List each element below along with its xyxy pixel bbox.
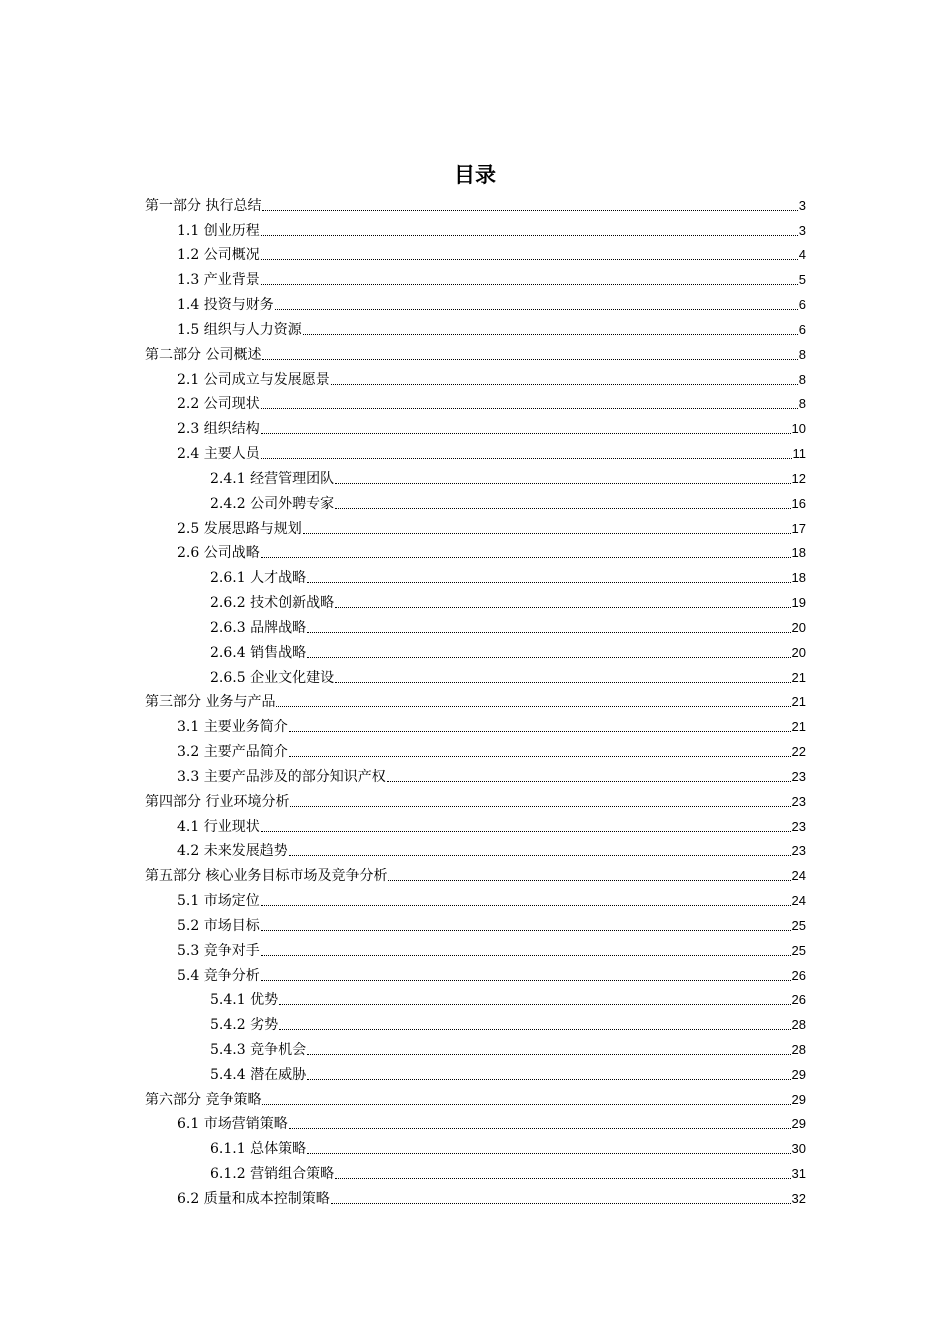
toc-entry-label: 第三部分 业务与产品	[145, 694, 276, 711]
toc-entry-label: 第二部分 公司概述	[145, 346, 262, 363]
toc-entry[interactable]	[145, 687, 806, 712]
toc-entry-label: 5.2 市场目标	[177, 917, 260, 934]
dot-leader	[276, 706, 790, 707]
toc-entry[interactable]	[145, 786, 806, 811]
dot-leader	[279, 1029, 790, 1030]
toc-entry-page-number: 4	[798, 247, 806, 263]
toc-entry[interactable]	[145, 389, 806, 414]
toc-entry-label: 6.1 市场营销策略	[177, 1116, 288, 1133]
toc-entry-label: 5.4.1 优势	[210, 992, 279, 1009]
toc-entry-page-number: 6	[798, 321, 806, 337]
dot-leader	[261, 557, 791, 558]
toc-entry-label: 6.1.1 总体策略	[210, 1141, 307, 1158]
toc-entry-label: 第四部分 行业环境分析	[145, 793, 290, 810]
toc-entry-page-number: 8	[798, 396, 806, 412]
toc-entry[interactable]	[145, 413, 806, 438]
toc-entry-page-number: 3	[798, 197, 806, 213]
dot-leader	[289, 756, 791, 757]
toc-entry-label: 第一部分 执行总结	[145, 197, 262, 214]
dot-leader	[307, 1153, 790, 1154]
toc-entry-label: 1.3 产业背景	[177, 272, 260, 289]
toc-entry-page-number: 28	[791, 1017, 806, 1033]
dot-leader	[335, 483, 790, 484]
toc-entry[interactable]	[145, 463, 806, 488]
toc-entry[interactable]	[145, 860, 806, 885]
toc-entry[interactable]	[145, 985, 806, 1010]
toc-title: 目录	[454, 163, 496, 187]
toc-entry-page-number: 8	[798, 346, 806, 362]
toc-entry[interactable]	[145, 587, 806, 612]
toc-entry-label: 2.6.5 企业文化建设	[210, 669, 335, 686]
dot-leader	[387, 781, 791, 782]
dot-leader	[261, 930, 791, 931]
toc-entry-label: 6.2 质量和成本控制策略	[177, 1190, 330, 1207]
toc-entry-page-number: 22	[791, 744, 806, 760]
toc-entry-label: 5.1 市场定位	[177, 893, 260, 910]
toc-entry-page-number: 32	[791, 1190, 806, 1206]
dot-leader	[289, 855, 791, 856]
toc-entry-page-number: 29	[791, 1091, 806, 1107]
toc-entry-page-number: 19	[791, 595, 806, 611]
toc-entry-page-number: 23	[791, 843, 806, 859]
toc-entry-page-number: 3	[798, 222, 806, 238]
dot-leader	[303, 334, 798, 335]
toc-entry[interactable]	[145, 761, 806, 786]
toc-entry-label: 2.5 发展思路与规划	[177, 520, 302, 537]
toc-entry[interactable]	[145, 240, 806, 265]
dot-leader	[331, 1203, 791, 1204]
toc-entry[interactable]	[145, 1059, 806, 1084]
toc-entry[interactable]	[145, 1109, 806, 1134]
toc-entry-label: 5.4 竞争分析	[177, 967, 260, 984]
dot-leader	[388, 880, 790, 881]
dot-leader	[261, 955, 791, 956]
dot-leader	[303, 533, 791, 534]
toc-entry[interactable]	[145, 488, 806, 513]
toc-entry-label: 第五部分 核心业务目标市场及竞争分析	[145, 868, 388, 885]
toc-entry-label: 3.3 主要产品涉及的部分知识产权	[177, 768, 386, 785]
toc-entry[interactable]	[145, 438, 806, 463]
toc-entry[interactable]	[145, 264, 806, 289]
dot-leader	[261, 408, 798, 409]
dot-leader	[261, 284, 798, 285]
dot-leader	[289, 731, 791, 732]
toc-entry-label: 2.4 主要人员	[177, 446, 260, 463]
toc-entry-page-number: 26	[791, 992, 806, 1008]
toc-entry[interactable]	[145, 736, 806, 761]
toc-entry-label: 6.1.2 营销组合策略	[210, 1166, 335, 1183]
toc-entry[interactable]	[145, 289, 806, 314]
toc-entry-page-number: 25	[791, 942, 806, 958]
dot-leader	[279, 1004, 790, 1005]
toc-entry[interactable]	[145, 836, 806, 861]
dot-leader	[261, 905, 791, 906]
toc-entry-label: 2.6.3 品牌战略	[210, 619, 307, 636]
toc-entry-page-number: 23	[791, 768, 806, 784]
toc-entry[interactable]	[145, 935, 806, 960]
dot-leader	[335, 682, 790, 683]
toc-entry-page-number: 23	[791, 818, 806, 834]
dot-leader	[261, 831, 791, 832]
toc-entry-page-number: 21	[791, 719, 806, 735]
toc-entry-label: 3.1 主要业务简介	[177, 719, 288, 736]
toc-entry-label: 2.4.2 公司外聘专家	[210, 495, 335, 512]
toc-entry[interactable]	[145, 612, 806, 637]
toc-entry-label: 1.2 公司概况	[177, 247, 260, 264]
toc-entry-page-number: 25	[791, 917, 806, 933]
toc-entry[interactable]	[145, 910, 806, 935]
toc-entry[interactable]	[145, 1034, 806, 1059]
toc-entry[interactable]	[145, 1009, 806, 1034]
dot-leader	[307, 632, 790, 633]
toc-entry-label: 2.6 公司战略	[177, 545, 260, 562]
toc-entry-page-number: 20	[791, 644, 806, 660]
dot-leader	[262, 359, 797, 360]
toc-entry[interactable]	[145, 364, 806, 389]
dot-leader	[307, 1079, 790, 1080]
dot-leader	[261, 259, 798, 260]
dot-leader	[261, 980, 791, 981]
toc-entry-page-number: 24	[791, 868, 806, 884]
toc-entry[interactable]	[145, 885, 806, 910]
toc-entry-label: 2.6.1 人才战略	[210, 570, 307, 587]
toc-entry[interactable]	[145, 538, 806, 563]
toc-entry-page-number: 23	[791, 793, 806, 809]
toc-entry[interactable]	[145, 811, 806, 836]
toc-entry-page-number: 6	[798, 297, 806, 313]
toc-entry[interactable]	[145, 215, 806, 240]
toc-entry-label: 2.1 公司成立与发展愿景	[177, 371, 330, 388]
dot-leader	[261, 235, 798, 236]
toc-entry-label: 5.4.3 竞争机会	[210, 1041, 307, 1058]
dot-leader	[331, 384, 798, 385]
toc-entry-label: 5.4.4 潜在威胁	[210, 1066, 307, 1083]
toc-entry-page-number: 10	[791, 421, 806, 437]
dot-leader	[307, 582, 790, 583]
dot-leader	[275, 309, 798, 310]
toc-entry[interactable]	[145, 960, 806, 985]
toc-entry-page-number: 11	[792, 446, 806, 462]
toc-entry[interactable]	[145, 562, 806, 587]
toc-entry-label: 5.3 竞争对手	[177, 942, 260, 959]
toc-entry-label: 2.3 组织结构	[177, 421, 260, 438]
toc-entry-label: 3.2 主要产品简介	[177, 744, 288, 761]
toc-entry-page-number: 24	[791, 893, 806, 909]
toc-entry[interactable]	[145, 637, 806, 662]
toc-entry-page-number: 12	[791, 470, 806, 486]
dot-leader	[289, 1128, 791, 1129]
toc-entry-label: 4.2 未来发展趋势	[177, 843, 288, 860]
toc-entry-page-number: 18	[791, 545, 806, 561]
toc-entry-label: 5.4.2 劣势	[210, 1017, 279, 1034]
toc-entry-label: 第六部分 竞争策略	[145, 1091, 262, 1108]
toc-entry-page-number: 20	[791, 619, 806, 635]
toc-entry-page-number: 5	[798, 272, 806, 288]
toc-entry[interactable]	[145, 662, 806, 687]
toc-entry-label: 1.1 创业历程	[177, 222, 260, 239]
toc-entry-label: 4.1 行业现状	[177, 818, 260, 835]
dot-leader	[261, 458, 792, 459]
toc-entry-page-number: 28	[791, 1041, 806, 1057]
toc-entry-page-number: 29	[791, 1066, 806, 1082]
toc-entry-label: 1.5 组织与人力资源	[177, 321, 302, 338]
toc-entry-label: 2.6.2 技术创新战略	[210, 595, 335, 612]
dot-leader	[261, 433, 791, 434]
toc-entry-page-number: 26	[791, 967, 806, 983]
toc-entry[interactable]	[145, 1158, 806, 1183]
toc-list	[145, 190, 806, 1208]
toc-entry[interactable]	[145, 513, 806, 538]
dot-leader	[290, 806, 790, 807]
toc-entry-page-number: 29	[791, 1116, 806, 1132]
toc-entry-page-number: 18	[791, 570, 806, 586]
dot-leader	[307, 657, 790, 658]
toc-entry-label: 2.6.4 销售战略	[210, 644, 307, 661]
dot-leader	[335, 1178, 790, 1179]
toc-entry-page-number: 8	[798, 371, 806, 387]
toc-entry[interactable]	[145, 1084, 806, 1109]
toc-entry-page-number: 30	[791, 1141, 806, 1157]
toc-entry-label: 2.4.1 经营管理团队	[210, 470, 335, 487]
toc-entry[interactable]	[145, 1133, 806, 1158]
dot-leader	[307, 1054, 790, 1055]
toc-entry[interactable]	[145, 711, 806, 736]
toc-entry-page-number: 31	[791, 1166, 806, 1182]
toc-entry-page-number: 16	[791, 495, 806, 511]
toc-entry[interactable]	[145, 190, 806, 215]
toc-entry-label: 2.2 公司现状	[177, 396, 260, 413]
toc-entry-page-number: 21	[791, 669, 806, 685]
dot-leader	[335, 607, 790, 608]
dot-leader	[262, 210, 797, 211]
toc-entry-page-number: 21	[791, 694, 806, 710]
toc-entry-page-number: 17	[791, 520, 806, 536]
dot-leader	[262, 1104, 790, 1105]
toc-entry[interactable]	[145, 314, 806, 339]
toc-entry[interactable]	[145, 1183, 806, 1208]
toc-entry[interactable]	[145, 339, 806, 364]
toc-entry-label: 1.4 投资与财务	[177, 297, 274, 314]
dot-leader	[335, 508, 790, 509]
